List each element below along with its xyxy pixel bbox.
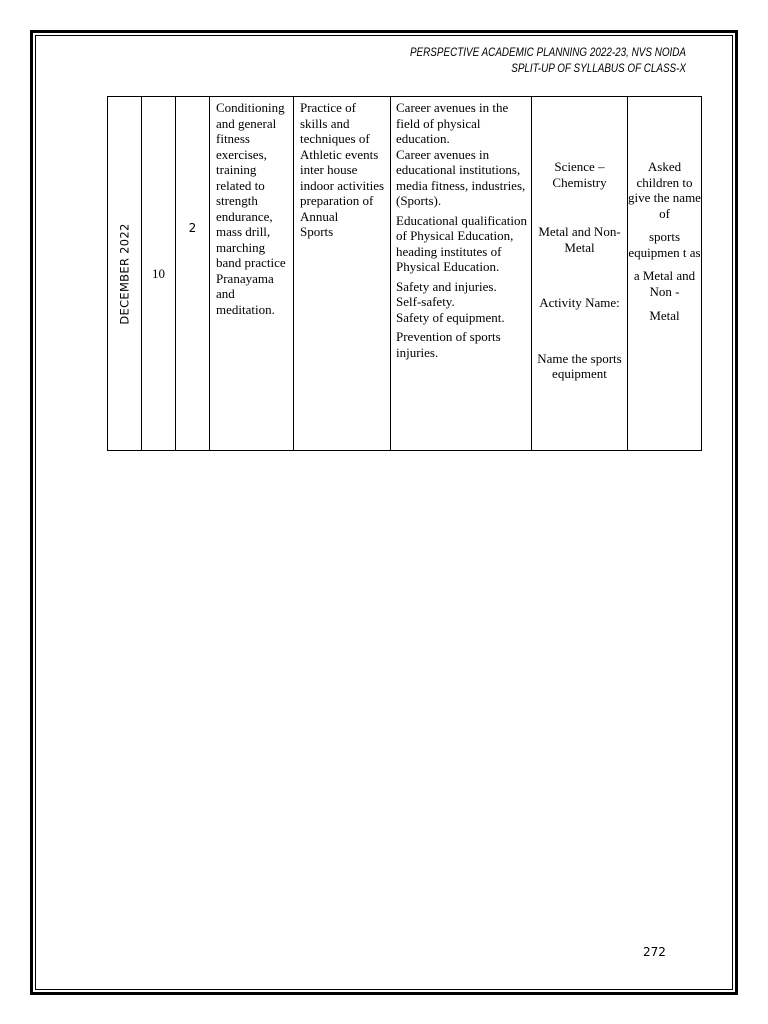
integration-cell bbox=[532, 97, 628, 451]
activity-text-2: sports equipmen t as bbox=[628, 229, 701, 260]
content-prevention: Prevention of sports injuries. bbox=[396, 329, 501, 360]
practical-text-sports: Sports bbox=[300, 224, 334, 239]
theory-cell bbox=[210, 97, 294, 451]
week-number: 10 bbox=[152, 265, 165, 281]
content-cell bbox=[391, 97, 532, 451]
integration-topic: Metal and Non-Metal bbox=[538, 224, 621, 255]
content-equipment-safety: Safety of equipment. bbox=[396, 309, 505, 325]
activity-text-4: Metal bbox=[649, 308, 680, 323]
month-label: DECEMBER 2022 bbox=[116, 222, 131, 325]
activity-text-1: Asked children to give the name of bbox=[628, 159, 701, 221]
content-career-institutions: Career avenues in educational institutions, media fitness, industries, (Sports). bbox=[396, 146, 526, 208]
week-cell bbox=[142, 97, 176, 451]
month-cell bbox=[108, 97, 142, 451]
content-safety-injuries: Safety and injuries. bbox=[396, 278, 497, 294]
table-row bbox=[108, 97, 702, 451]
content-qualification: Educational qualification of Physical Education, heading institutes of Physical Education. bbox=[396, 212, 528, 274]
theory-text: Conditioning and general fitness exercises, training related to strength endurance, mass drill, marching band practice Pranayama and meditation. bbox=[216, 100, 286, 317]
content-career-field: Career avenues in the field of physical education. bbox=[396, 100, 509, 146]
integration-activity-name: Name the sports equipment bbox=[537, 350, 622, 381]
practical-cell bbox=[294, 97, 391, 451]
periods-cell bbox=[176, 97, 210, 451]
activity-text-3: a Metal and Non - bbox=[633, 268, 696, 299]
header-title: PERSPECTIVE ACADEMIC PLANNING 2022-23, NVS NOIDA bbox=[409, 47, 686, 59]
header-subtitle: SPLIT-UP OF SYLLABUS OF CLASS-X bbox=[511, 63, 686, 75]
integration-subject: Science – Chemistry bbox=[552, 159, 607, 190]
practical-text: Practice of skills and techniques of Athletic events inter house indoor activities preparation of Annual bbox=[300, 100, 385, 224]
periods-count: 2 bbox=[188, 221, 197, 235]
page-header bbox=[410, 45, 686, 77]
content-self-safety: Self-safety. bbox=[396, 294, 455, 309]
integration-activity-label: Activity Name: bbox=[539, 295, 620, 310]
page-number: 272 bbox=[643, 945, 666, 959]
activity-cell bbox=[628, 97, 702, 451]
syllabus-table bbox=[107, 96, 702, 451]
